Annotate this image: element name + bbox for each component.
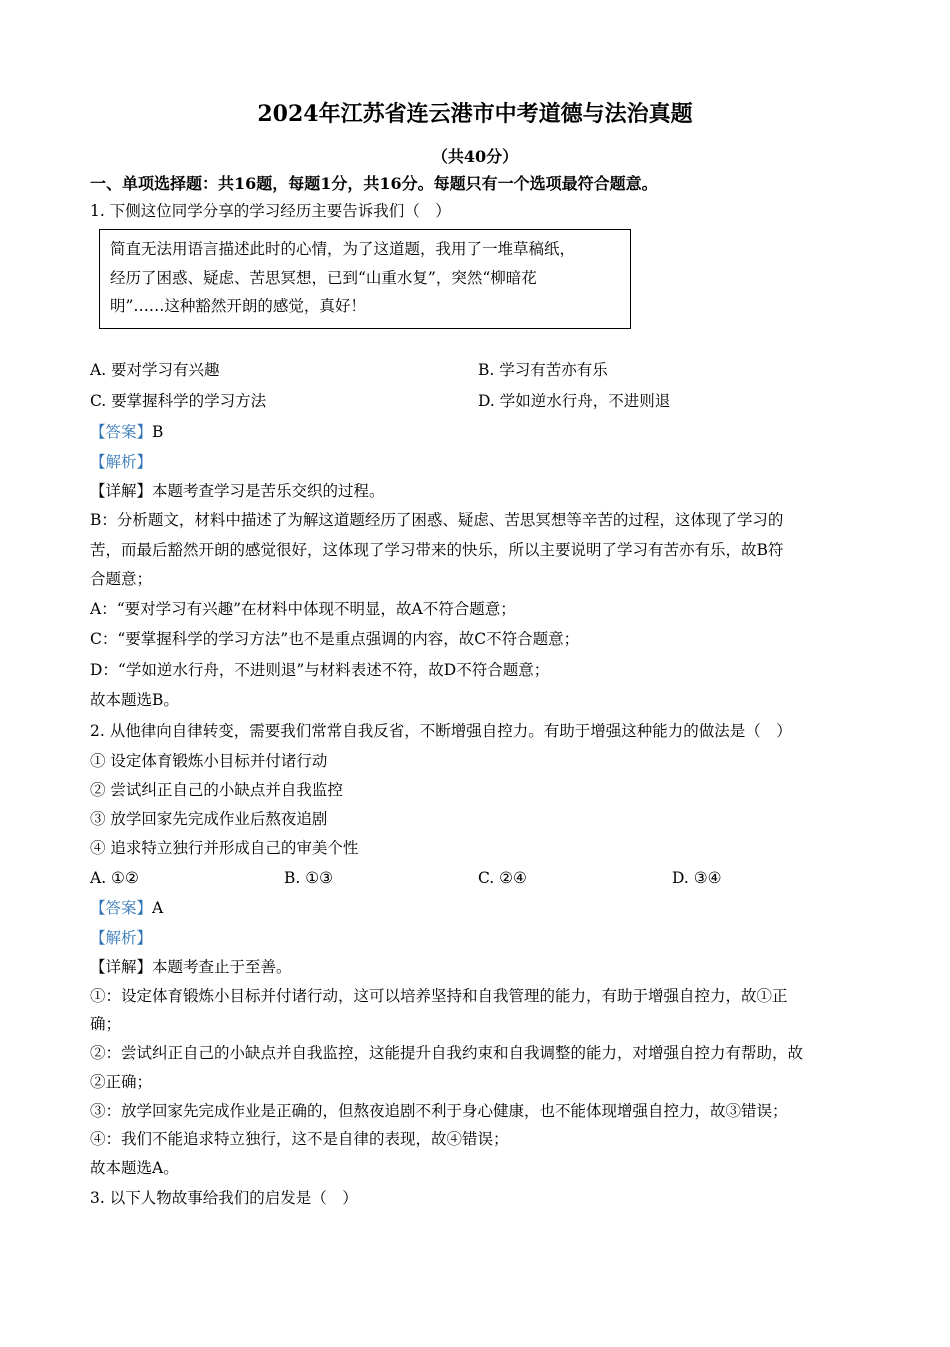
q2-answer	[90, 898, 163, 918]
q2-explain-line: ②：尝试纠正自己的小缺点并自我监控，这能提升自我约束和自我调整的能力，对增强自控力有帮助，故	[90, 1044, 804, 1062]
q1-explain-line: 故本题选B。	[90, 691, 179, 709]
q2-option-b: B. ①③	[284, 869, 334, 887]
q2-item: ④ 追求特立独行并形成自己的审美个性	[90, 839, 359, 857]
q1-explain-line: A：“要对学习有兴趣”在材料中体现不明显，故A不符合题意；	[90, 600, 516, 618]
q1-material-line: 简直无法用语言描述此时的心情，为了这道题，我用了一堆草稿纸，	[110, 240, 576, 258]
q1-option-b: B. 学习有苦亦有乐	[478, 361, 608, 379]
q1-explain-line: C：“要掌握科学的学习方法”也不是重点强调的内容，故C不符合题意；	[90, 630, 580, 648]
q1-explain-line: B：分析题文，材料中描述了为解这道题经历了困惑、疑虑、苦思冥想等辛苦的过程，这体现了学习的	[90, 511, 784, 529]
q2-explain-line: ④：我们不能追求特立独行，这不是自律的表现，故④错误；	[90, 1130, 509, 1148]
q1-material-line: 经历了困惑、疑虑、苦思冥想，已到“山重水复”，突然“柳暗花	[110, 269, 537, 287]
q1-material-box	[99, 229, 631, 329]
q1-stem: 1. 下侧这位同学分享的学习经历主要告诉我们（ ）	[90, 202, 451, 220]
answer-tag: 【答案】	[90, 899, 153, 917]
q2-option-a: A. ①②	[90, 869, 139, 887]
section-header: 一、单项选择题：共16题，每题1分，共16分。每题只有一个选项最符合题意。	[90, 174, 658, 193]
q2-option-d: D. ③④	[672, 869, 722, 887]
q2-stem: 2. 从他律向自律转变，需要我们常常自我反省，不断增强自控力。有助于增强这种能力的做法是（ ）	[90, 722, 792, 740]
q2-explain-line: ③：放学回家先完成作业是正确的，但熬夜追剧不利于身心健康，也不能体现增强自控力，故③错误；	[90, 1102, 788, 1120]
q2-explain-line: 【详解】本题考查止于至善。	[90, 958, 292, 976]
q2-item: ① 设定体育锻炼小目标并付诸行动	[90, 752, 328, 770]
q2-item: ② 尝试纠正自己的小缺点并自我监控	[90, 781, 343, 799]
q3-stem: 3. 以下人物故事给我们的启发是（ ）	[90, 1189, 358, 1207]
q1-explain-line: 【详解】本题考查学习是苦乐交织的过程。	[90, 482, 385, 500]
q2-option-c: C. ②④	[478, 869, 527, 887]
q1-option-a: A. 要对学习有兴趣	[90, 361, 220, 379]
q1-option-c: C. 要掌握科学的学习方法	[90, 392, 267, 410]
answer-tag: 【答案】	[90, 423, 153, 441]
q2-explain-line: ②正确；	[90, 1073, 153, 1091]
q1-explain-line: 苦，而最后豁然开朗的感觉很好，这体现了学习带来的快乐，所以主要说明了学习有苦亦有乐，故B符	[90, 541, 784, 559]
page-title: 2024年江苏省连云港市中考道德与法治真题	[257, 101, 693, 127]
q2-explain-line: 故本题选A。	[90, 1159, 179, 1177]
q1-answer	[90, 422, 163, 442]
q2-answer-value: A	[152, 899, 164, 917]
q2-explain-line: 确；	[90, 1015, 122, 1033]
page-subtitle: （共40分）	[431, 147, 519, 166]
q1-explain-line: 合题意；	[90, 570, 153, 588]
q2-item: ③ 放学回家先完成作业后熬夜追剧	[90, 810, 328, 828]
q2-analysis-tag: 【解析】	[90, 929, 153, 947]
q2-explain-line: ①：设定体育锻炼小目标并付诸行动，这可以培养坚持和自我管理的能力，有助于增强自控力，故①正	[90, 987, 788, 1005]
q1-explain-line: D：“学如逆水行舟，不进则退”与材料表述不符，故D不符合题意；	[90, 661, 550, 679]
q1-answer-value: B	[152, 423, 164, 441]
q1-material-line: 明”……这种豁然开朗的感觉，真好！	[110, 297, 366, 315]
q1-option-d: D. 学如逆水行舟，不进则退	[478, 392, 671, 410]
q1-analysis-tag: 【解析】	[90, 453, 153, 471]
